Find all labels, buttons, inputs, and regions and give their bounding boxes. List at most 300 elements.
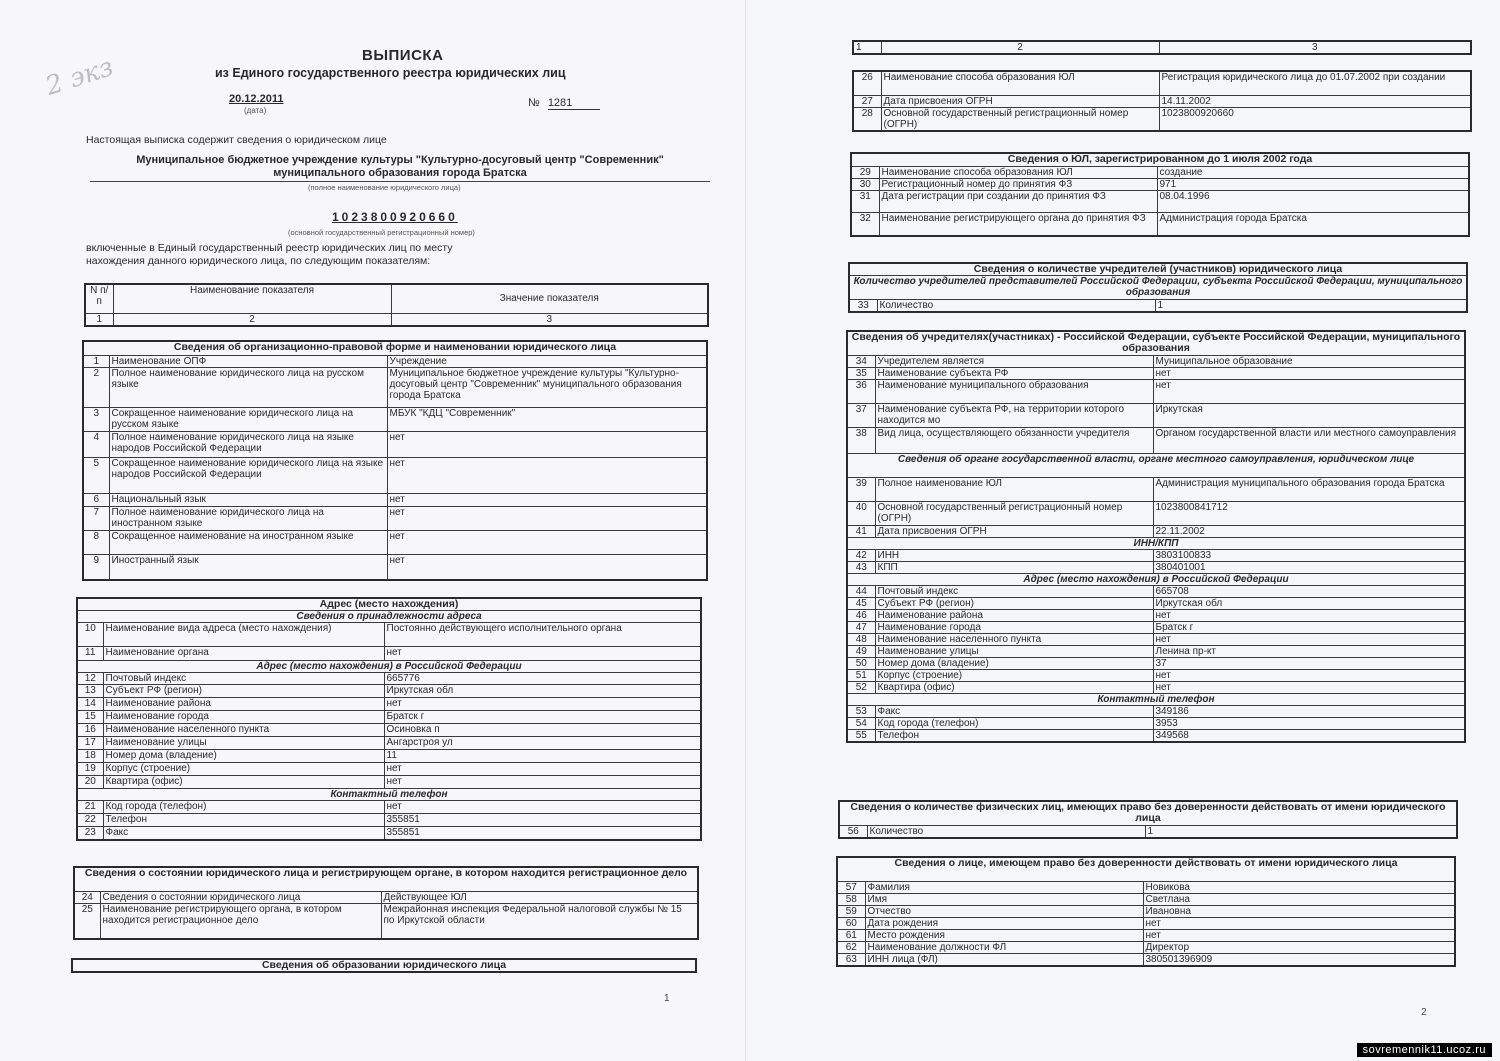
table-row bbox=[77, 814, 701, 827]
row-number: 20 bbox=[77, 776, 103, 789]
table-row bbox=[83, 367, 707, 407]
row-value: 08.04.1996 bbox=[1157, 190, 1469, 212]
section-address-table bbox=[76, 597, 702, 841]
table-row bbox=[77, 647, 701, 661]
row-number: 19 bbox=[77, 763, 103, 776]
row-value: Муниципальное бюджетное учреждение культуры "Культурно-досуговый центр "Современник" муниципального образования города Братска bbox=[387, 367, 707, 407]
row-number: 44 bbox=[847, 585, 875, 597]
row-name: Наименование способа образования ЮЛ bbox=[881, 71, 1159, 95]
row-value: Ангарстроя ул bbox=[384, 737, 701, 750]
table-row bbox=[83, 431, 707, 457]
table-row bbox=[77, 724, 701, 737]
row-number: 40 bbox=[847, 501, 875, 525]
row-name: Дата рождения bbox=[865, 917, 1143, 929]
table-row bbox=[847, 585, 1465, 597]
row-value: нет bbox=[1153, 379, 1465, 403]
row-value: Органом государственной власти или местного самоуправления bbox=[1153, 427, 1465, 453]
row-value: 3953 bbox=[1153, 717, 1465, 729]
persons-count-table bbox=[838, 800, 1458, 839]
row-number: 34 bbox=[847, 355, 875, 367]
row-name: Дата присвоения ОГРН bbox=[881, 95, 1159, 107]
table-row bbox=[847, 621, 1465, 633]
row-name: Наименование субъекта РФ bbox=[875, 367, 1153, 379]
row-name: Наименование муниципального образования bbox=[875, 379, 1153, 403]
row-name: Полное наименование юридического лица на иностранном языке bbox=[109, 506, 387, 530]
ogrn-number: 1023800920660 bbox=[332, 210, 458, 224]
pre2002-table bbox=[850, 152, 1470, 237]
row-value: Ивановна bbox=[1143, 905, 1455, 917]
row-name: Наименование регистрирующего органа до принятия ФЗ bbox=[879, 212, 1157, 236]
row-number: 9 bbox=[83, 554, 109, 580]
table-row bbox=[837, 881, 1455, 893]
table-row bbox=[847, 561, 1465, 573]
table-row bbox=[847, 597, 1465, 609]
row-value: нет bbox=[384, 763, 701, 776]
row-value: 1 bbox=[1145, 825, 1457, 838]
row-number: 38 bbox=[847, 427, 875, 453]
row-value: Осиновка п bbox=[384, 724, 701, 737]
table-row bbox=[74, 903, 698, 939]
row-value: 349186 bbox=[1153, 705, 1465, 717]
handwritten-mark: 2 экз bbox=[42, 52, 118, 102]
row-number: 26 bbox=[853, 71, 881, 95]
table-row bbox=[847, 729, 1465, 742]
included-text: включенные в Единый государственный реестр юридических лиц по месту нахождения данного юридического лица, по следующим показателям: bbox=[86, 242, 453, 267]
org-full-name: Муниципальное бюджетное учреждение культуры "Культурно-досуговый центр "Современник" муниципального образования города Братска bbox=[90, 154, 710, 182]
row-value: нет bbox=[1153, 367, 1465, 379]
table-row bbox=[851, 190, 1469, 212]
row-number: 12 bbox=[77, 673, 103, 685]
row-value: нет bbox=[387, 457, 707, 493]
row-name: Дата присвоения ОГРН bbox=[875, 525, 1153, 537]
row-value: Администрация муниципального образования города Братска bbox=[1153, 477, 1465, 501]
row-value: 380401001 bbox=[1153, 561, 1465, 573]
table-row bbox=[83, 554, 707, 580]
row-name: КПП bbox=[875, 561, 1153, 573]
row-value: 665776 bbox=[384, 673, 701, 685]
row-number: 5 bbox=[83, 457, 109, 493]
table-row bbox=[847, 549, 1465, 561]
row-name: Регистрационный номер до принятия ФЗ bbox=[879, 178, 1157, 190]
row-number: 23 bbox=[77, 827, 103, 840]
row-number: 55 bbox=[847, 729, 875, 742]
row-number: 28 bbox=[853, 107, 881, 131]
idx-cell: 2 bbox=[881, 41, 1159, 54]
table-row bbox=[847, 355, 1465, 367]
index-row-table bbox=[852, 40, 1472, 55]
section-opf-table bbox=[82, 340, 708, 581]
table-row bbox=[847, 501, 1465, 525]
row-name: Телефон bbox=[875, 729, 1153, 742]
row-number: 41 bbox=[847, 525, 875, 537]
table-row bbox=[77, 623, 701, 647]
table-row bbox=[837, 917, 1455, 929]
row-number: 30 bbox=[851, 178, 879, 190]
section-title: Сведения о состоянии юридического лица и регистрирующем органе, в котором находится регистрационное дело bbox=[74, 867, 698, 891]
row-number: 32 bbox=[851, 212, 879, 236]
row-name: Наименование ОПФ bbox=[109, 355, 387, 367]
row-value: 971 bbox=[1157, 178, 1469, 190]
row-name: Код города (телефон) bbox=[103, 801, 384, 814]
row-value: 355851 bbox=[384, 827, 701, 840]
table-row bbox=[83, 506, 707, 530]
intro-text: Настоящая выписка содержит сведения о юридическом лице bbox=[86, 134, 387, 146]
table-row bbox=[74, 891, 698, 903]
table-row bbox=[847, 717, 1465, 729]
row-name: ИНН лица (ФЛ) bbox=[865, 953, 1143, 966]
table-row bbox=[839, 825, 1457, 838]
row-number: 37 bbox=[847, 403, 875, 427]
row-value: Действующее ЮЛ bbox=[381, 891, 698, 903]
row-name: Национальный язык bbox=[109, 493, 387, 506]
person-table bbox=[836, 856, 1456, 967]
table-row bbox=[77, 685, 701, 698]
section-title: Сведения о количестве учредителей (участников) юридического лица bbox=[849, 263, 1467, 276]
row-number: 60 bbox=[837, 917, 865, 929]
row-value: 349568 bbox=[1153, 729, 1465, 742]
row-value: 14.11.2002 bbox=[1159, 95, 1471, 107]
table-row bbox=[83, 457, 707, 493]
table-row bbox=[847, 367, 1465, 379]
row-number: 11 bbox=[77, 647, 103, 661]
row-number: 14 bbox=[77, 698, 103, 711]
row-value: 1 bbox=[1155, 300, 1467, 313]
row-name: Наименование населенного пункта bbox=[103, 724, 384, 737]
row-value: Братск г bbox=[1153, 621, 1465, 633]
row-number: 6 bbox=[83, 493, 109, 506]
org-name-caption: (полное наименование юридического лица) bbox=[308, 183, 461, 192]
row-number: 7 bbox=[83, 506, 109, 530]
row-name: Корпус (строение) bbox=[875, 669, 1153, 681]
table-row bbox=[851, 212, 1469, 236]
row-value: Новикова bbox=[1143, 881, 1455, 893]
row-value: нет bbox=[387, 554, 707, 580]
row-number: 22 bbox=[77, 814, 103, 827]
row-value: 1023800841712 bbox=[1153, 501, 1465, 525]
row-name: Наименование района bbox=[875, 609, 1153, 621]
site-watermark: sovremennik11.ucoz.ru bbox=[1357, 1043, 1492, 1057]
row-value: 1023800920660 bbox=[1159, 107, 1471, 131]
row-value: нет bbox=[1153, 681, 1465, 693]
row-name: Количество bbox=[877, 300, 1155, 313]
row-value: 37 bbox=[1153, 657, 1465, 669]
col-value-header: Значение показателя bbox=[391, 284, 708, 313]
row-value: 665708 bbox=[1153, 585, 1465, 597]
row-name: Почтовый индекс bbox=[103, 673, 384, 685]
row-value: нет bbox=[384, 647, 701, 661]
idx-cell: 3 bbox=[1159, 41, 1471, 54]
table-row bbox=[77, 776, 701, 789]
section-title: Сведения о количестве физических лиц, имеющих право без доверенности действовать от имени юридического лица bbox=[839, 801, 1457, 825]
row-value: Межрайонная инспекция Федеральной налоговой службы № 15 по Иркутской области bbox=[381, 903, 698, 939]
row-value: МБУК "КДЦ "Современник" bbox=[387, 407, 707, 431]
row-number: 39 bbox=[847, 477, 875, 501]
section-title: Сведения об организационно-правовой форме и наименовании юридического лица bbox=[83, 341, 707, 355]
table-row bbox=[83, 355, 707, 367]
row-number: 42 bbox=[847, 549, 875, 561]
row-number: 52 bbox=[847, 681, 875, 693]
row-name: Наименование вида адреса (место нахождения) bbox=[103, 623, 384, 647]
table-row bbox=[77, 763, 701, 776]
row-number: 56 bbox=[839, 825, 867, 838]
table-row bbox=[847, 525, 1465, 537]
table-row bbox=[847, 633, 1465, 645]
row-value: нет bbox=[1153, 669, 1465, 681]
page-left bbox=[0, 0, 745, 1061]
row-number: 53 bbox=[847, 705, 875, 717]
row-name: Вид лица, осуществляющего обязанности учредителя bbox=[875, 427, 1153, 453]
row-value: Муниципальное образование bbox=[1153, 355, 1465, 367]
row-name: Квартира (офис) bbox=[875, 681, 1153, 693]
row-number: 49 bbox=[847, 645, 875, 657]
row-name: Наименование города bbox=[875, 621, 1153, 633]
table-row bbox=[853, 107, 1471, 131]
row-number: 62 bbox=[837, 941, 865, 953]
row-number: 4 bbox=[83, 431, 109, 457]
row-number: 57 bbox=[837, 881, 865, 893]
row-number: 25 bbox=[74, 903, 100, 939]
row-value: Постоянно действующего исполнительного органа bbox=[384, 623, 701, 647]
row-value: 11 bbox=[384, 750, 701, 763]
row-number: 1 bbox=[83, 355, 109, 367]
row-number: 24 bbox=[74, 891, 100, 903]
subsection-title: Контактный телефон bbox=[847, 693, 1465, 705]
row-value: нет bbox=[384, 776, 701, 789]
idx-cell: 1 bbox=[85, 313, 113, 326]
subsection-title: Адрес (место нахождения) в Российской Федерации bbox=[847, 573, 1465, 585]
row-name: Учредителем является bbox=[875, 355, 1153, 367]
row-name: Отчество bbox=[865, 905, 1143, 917]
table-row bbox=[837, 905, 1455, 917]
table-row bbox=[77, 737, 701, 750]
row-number: 17 bbox=[77, 737, 103, 750]
section-formation-table bbox=[71, 958, 697, 973]
table-row bbox=[847, 477, 1465, 501]
table-row bbox=[853, 71, 1471, 95]
row-number: 47 bbox=[847, 621, 875, 633]
row-value: нет bbox=[387, 530, 707, 554]
row-name: Основной государственный регистрационный номер (ОГРН) bbox=[881, 107, 1159, 131]
row-name: Номер дома (владение) bbox=[103, 750, 384, 763]
row-name: Наименование органа bbox=[103, 647, 384, 661]
table-row bbox=[847, 645, 1465, 657]
subsection-title: Адрес (место нахождения) в Российской Федерации bbox=[77, 661, 701, 673]
row-number: 31 bbox=[851, 190, 879, 212]
doc-number: № 1281 bbox=[528, 97, 600, 110]
table-row bbox=[837, 941, 1455, 953]
table-row bbox=[847, 669, 1465, 681]
row-value: нет bbox=[1153, 609, 1465, 621]
row-name: Код города (телефон) bbox=[875, 717, 1153, 729]
subsection-title: Контактный телефон bbox=[77, 789, 701, 801]
row-value: Ленина пр-кт bbox=[1153, 645, 1465, 657]
section-title: Сведения об учредителях(участниках) - Российской Федерации, субъекте Российской Федерации, муниципального образования bbox=[847, 331, 1465, 355]
date-caption: (дата) bbox=[244, 106, 267, 115]
table-row bbox=[847, 657, 1465, 669]
row-value: нет bbox=[387, 493, 707, 506]
ogrn-caption: (основной государственный регистрационный номер) bbox=[288, 228, 475, 237]
table-row bbox=[847, 609, 1465, 621]
row-number: 58 bbox=[837, 893, 865, 905]
row-value: нет bbox=[387, 506, 707, 530]
subsection-title: ИНН/КПП bbox=[847, 537, 1465, 549]
row-number: 61 bbox=[837, 929, 865, 941]
row-value: 355851 bbox=[384, 814, 701, 827]
section-state-table bbox=[73, 866, 699, 940]
table-row bbox=[849, 300, 1467, 313]
table-row bbox=[837, 953, 1455, 966]
row-number: 27 bbox=[853, 95, 881, 107]
row-number: 59 bbox=[837, 905, 865, 917]
col-num-header: N п/п bbox=[85, 284, 113, 313]
row-name: Субъект РФ (регион) bbox=[875, 597, 1153, 609]
row-name: Наименование города bbox=[103, 711, 384, 724]
row-number: 18 bbox=[77, 750, 103, 763]
founders-count-table bbox=[848, 262, 1468, 313]
row-number: 48 bbox=[847, 633, 875, 645]
row-name: Наименование способа образования ЮЛ bbox=[879, 166, 1157, 178]
section-title: Сведения о лице, имеющем право без доверенности действовать от имени юридического лица bbox=[837, 857, 1455, 881]
row-name: ИНН bbox=[875, 549, 1153, 561]
row-value: Иркутская обл bbox=[1153, 597, 1465, 609]
row-name: Дата регистрации при создании до принятия ФЗ bbox=[879, 190, 1157, 212]
row-number: 36 bbox=[847, 379, 875, 403]
row-value: Администрация города Братска bbox=[1157, 212, 1469, 236]
formation-rows-table bbox=[852, 70, 1472, 132]
row-name: Полное наименование юридического лица на языке народов Российской Федерации bbox=[109, 431, 387, 457]
row-number: 8 bbox=[83, 530, 109, 554]
row-name: Наименование должности ФЛ bbox=[865, 941, 1143, 953]
row-name: Сокращенное наименование юридического лица на языке народов Российской Федерации bbox=[109, 457, 387, 493]
row-name: Место рождения bbox=[865, 929, 1143, 941]
row-number: 43 bbox=[847, 561, 875, 573]
table-row bbox=[837, 893, 1455, 905]
row-value: 22.11.2002 bbox=[1153, 525, 1465, 537]
row-name: Корпус (строение) bbox=[103, 763, 384, 776]
page-number: 2 bbox=[1421, 1007, 1427, 1018]
row-name: Наименование улицы bbox=[103, 737, 384, 750]
table-row bbox=[77, 673, 701, 685]
row-number: 10 bbox=[77, 623, 103, 647]
row-number: 2 bbox=[83, 367, 109, 407]
table-row bbox=[851, 166, 1469, 178]
idx-cell: 1 bbox=[853, 41, 881, 54]
row-value: 3803100833 bbox=[1153, 549, 1465, 561]
table-row bbox=[83, 407, 707, 431]
table-row bbox=[851, 178, 1469, 190]
row-name: Сведения о состоянии юридического лица bbox=[100, 891, 381, 903]
row-name: Номер дома (владение) bbox=[875, 657, 1153, 669]
row-name: Наименование субъекта РФ, на территории которого находится мо bbox=[875, 403, 1153, 427]
row-name: Сокращенное наименование юридического лица на русском языке bbox=[109, 407, 387, 431]
row-number: 29 bbox=[851, 166, 879, 178]
table-row bbox=[77, 711, 701, 724]
row-value: нет bbox=[1143, 929, 1455, 941]
subsection-title: Сведения о принадлежности адреса bbox=[77, 611, 701, 623]
row-number: 13 bbox=[77, 685, 103, 698]
row-value: Директор bbox=[1143, 941, 1455, 953]
table-row bbox=[77, 698, 701, 711]
row-value: 380501396909 bbox=[1143, 953, 1455, 966]
row-number: 15 bbox=[77, 711, 103, 724]
row-number: 54 bbox=[847, 717, 875, 729]
row-name: Имя bbox=[865, 893, 1143, 905]
row-number: 45 bbox=[847, 597, 875, 609]
table-row bbox=[847, 681, 1465, 693]
table-row bbox=[77, 827, 701, 840]
row-name: Основной государственный регистрационный номер (ОГРН) bbox=[875, 501, 1153, 525]
table-row bbox=[853, 95, 1471, 107]
row-value: создание bbox=[1157, 166, 1469, 178]
table-row bbox=[77, 801, 701, 814]
idx-cell: 2 bbox=[113, 313, 391, 326]
idx-cell: 3 bbox=[391, 313, 708, 326]
page-right bbox=[745, 0, 1500, 1061]
founders-table bbox=[846, 330, 1466, 743]
table-row bbox=[837, 929, 1455, 941]
row-name: Факс bbox=[875, 705, 1153, 717]
row-name: Почтовый индекс bbox=[875, 585, 1153, 597]
row-number: 51 bbox=[847, 669, 875, 681]
section-title: Адрес (место нахождения) bbox=[77, 598, 701, 611]
row-value: нет bbox=[384, 801, 701, 814]
table-row bbox=[83, 493, 707, 506]
row-value: Учреждение bbox=[387, 355, 707, 367]
row-value: нет bbox=[1143, 917, 1455, 929]
row-name: Наименование регистрирующего органа, в котором находится регистрационное дело bbox=[100, 903, 381, 939]
section-title: Сведения об образовании юридического лица bbox=[72, 959, 696, 972]
row-name: Субъект РФ (регион) bbox=[103, 685, 384, 698]
table-row bbox=[847, 379, 1465, 403]
row-name: Телефон bbox=[103, 814, 384, 827]
row-value: нет bbox=[1153, 633, 1465, 645]
doc-date: 20.12.2011 bbox=[229, 93, 284, 105]
row-number: 50 bbox=[847, 657, 875, 669]
doc-subtitle: из Единого государственного реестра юридических лиц bbox=[215, 66, 566, 80]
row-name: Факс bbox=[103, 827, 384, 840]
row-value: Братск г bbox=[384, 711, 701, 724]
row-number: 3 bbox=[83, 407, 109, 431]
row-name: Полное наименование ЮЛ bbox=[875, 477, 1153, 501]
table-row bbox=[83, 530, 707, 554]
row-number: 46 bbox=[847, 609, 875, 621]
header-table bbox=[84, 283, 709, 327]
row-value: нет bbox=[384, 698, 701, 711]
row-number: 21 bbox=[77, 801, 103, 814]
doc-title: ВЫПИСКА bbox=[362, 47, 444, 64]
row-value: Иркутская bbox=[1153, 403, 1465, 427]
table-row bbox=[847, 403, 1465, 427]
subsection-title: Количество учредителей представителей Российской Федерации, субъекта Российской Федерации, муниципального образования bbox=[849, 276, 1467, 300]
row-name: Иностранный язык bbox=[109, 554, 387, 580]
row-name: Наименование населенного пункта bbox=[875, 633, 1153, 645]
page-number: 1 bbox=[664, 993, 670, 1004]
table-row bbox=[847, 427, 1465, 453]
section-title: Сведения о ЮЛ, зарегистрированном до 1 июля 2002 года bbox=[851, 153, 1469, 166]
row-number: 63 bbox=[837, 953, 865, 966]
row-value: Светлана bbox=[1143, 893, 1455, 905]
row-number: 33 bbox=[849, 300, 877, 313]
row-name: Фамилия bbox=[865, 881, 1143, 893]
table-row bbox=[77, 750, 701, 763]
row-name: Наименование улицы bbox=[875, 645, 1153, 657]
row-name: Сокращенное наименование на иностранном языке bbox=[109, 530, 387, 554]
subsection-title: Сведения об органе государственной власти, органе местного самоуправления, юридическом лице bbox=[847, 453, 1465, 477]
table-row bbox=[847, 705, 1465, 717]
col-name-header: Наименование показателя bbox=[113, 284, 391, 313]
row-name: Количество bbox=[867, 825, 1145, 838]
row-number: 35 bbox=[847, 367, 875, 379]
